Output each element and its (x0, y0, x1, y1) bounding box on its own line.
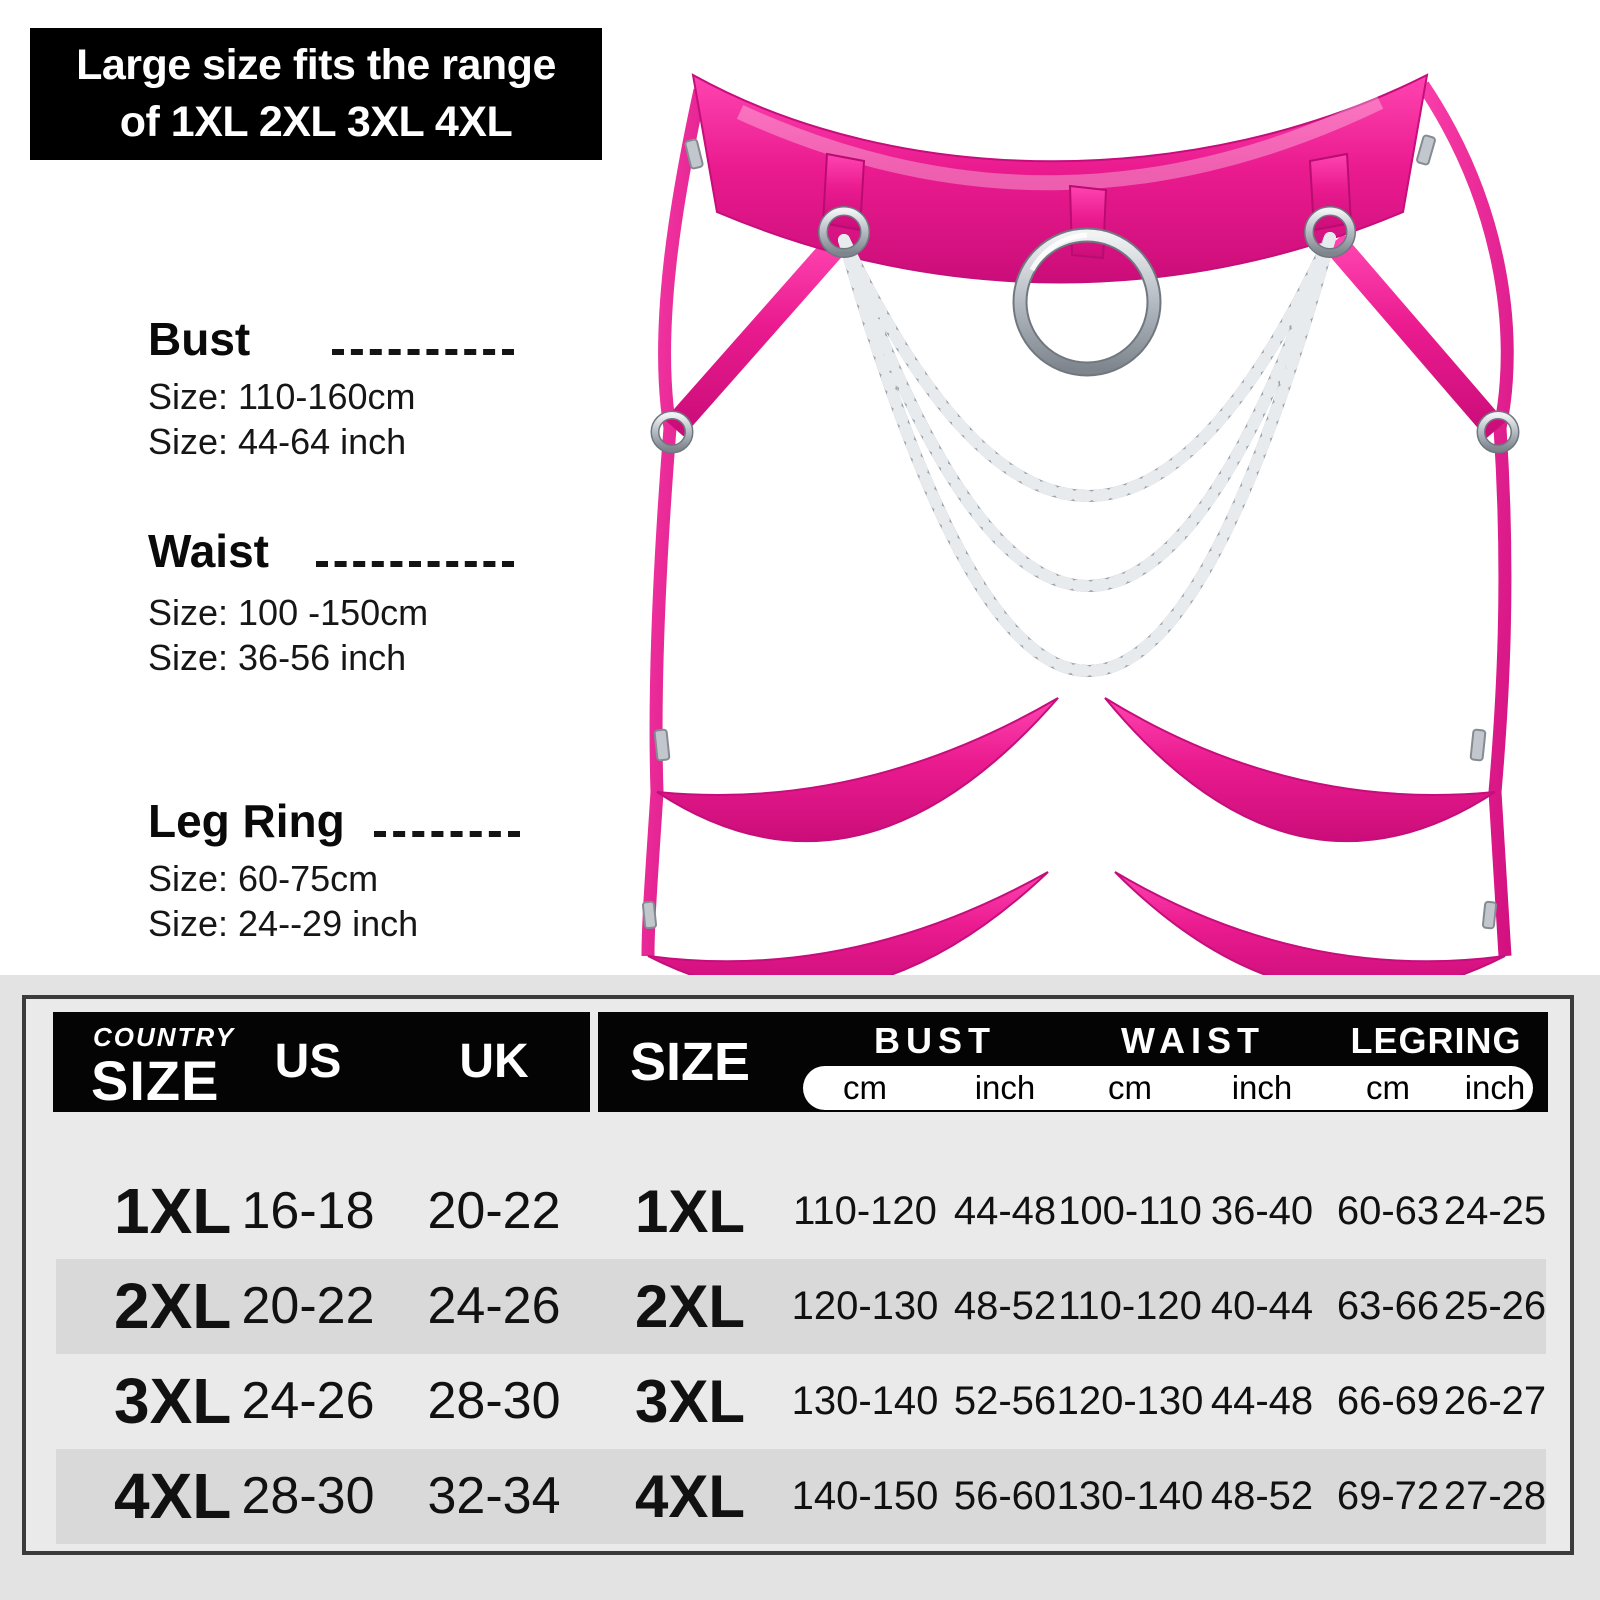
row3-bust-inch: 52-56 (953, 1379, 1057, 1423)
legring-size-cm: Size: 60-75cm (148, 858, 379, 899)
row1-legring-inch: 24-25 (1443, 1189, 1547, 1233)
waist-size-inch: Size: 36-56 inch (148, 637, 407, 678)
right-upper-leg-band (1105, 698, 1495, 841)
waist-column-group: WAIST (1121, 1020, 1265, 1061)
row2-bust-cm: 120-130 (791, 1284, 939, 1328)
row4-bust-inch: 56-60 (953, 1474, 1057, 1518)
row4-bust-cm: 140-150 (791, 1474, 939, 1518)
row3-us: 24-26 (241, 1372, 375, 1430)
row2-size: 2XL (634, 1273, 746, 1340)
measure-table-header (598, 1012, 1548, 1112)
row3-legring-cm: 66-69 (1336, 1379, 1440, 1423)
row4-waist-inch: 48-52 (1210, 1474, 1314, 1518)
row1-waist-inch: 36-40 (1210, 1189, 1314, 1233)
table-row (56, 1164, 1546, 1259)
unit-waist-inch: inch (1231, 1069, 1293, 1106)
unit-waist-cm: cm (1108, 1069, 1152, 1106)
legring-leader-dashes (374, 831, 520, 837)
row2-waist-cm: 110-120 (1058, 1284, 1202, 1328)
measure-size-header-label: SIZE (629, 1032, 751, 1092)
row3-waist-cm: 120-130 (1056, 1379, 1204, 1423)
row1-uk: 20-22 (427, 1182, 561, 1240)
us-column-header: US (274, 1035, 342, 1088)
row4-country-size: 4XL (114, 1460, 232, 1532)
leg-bands (648, 698, 1505, 993)
bust-size-inch: Size: 44-64 inch (148, 421, 407, 462)
fit-range-banner (30, 28, 602, 160)
row4-legring-cm: 69-72 (1336, 1474, 1440, 1518)
product-image (600, 40, 1520, 995)
row4-uk: 32-34 (427, 1467, 561, 1525)
row1-us: 16-18 (241, 1182, 375, 1240)
row2-waist-inch: 40-44 (1210, 1284, 1314, 1328)
waist-label: Waist (148, 525, 269, 577)
size-table-panel (22, 995, 1574, 1555)
bust-label: Bust (148, 313, 251, 365)
unit-bust-inch: inch (974, 1069, 1036, 1106)
size-table-section (0, 975, 1600, 1600)
uk-column-header: UK (459, 1035, 529, 1088)
row2-bust-inch: 48-52 (953, 1284, 1057, 1328)
row1-waist-cm: 100-110 (1058, 1189, 1202, 1233)
country-header-label: COUNTRY (93, 1022, 236, 1052)
row3-bust-cm: 130-140 (791, 1379, 939, 1423)
row2-country-size: 2XL (114, 1270, 232, 1342)
row1-legring-cm: 60-63 (1336, 1189, 1440, 1233)
bust-column-group: BUST (874, 1020, 996, 1061)
row1-country-size: 1XL (114, 1175, 232, 1247)
banner-line-2: of 1XL 2XL 3XL 4XL (119, 98, 513, 146)
country-table-header (53, 1012, 590, 1112)
units-pill (803, 1066, 1533, 1110)
waist-size-cm: Size: 100 -150cm (148, 592, 429, 633)
row1-bust-cm: 110-120 (793, 1189, 937, 1233)
row3-uk: 28-30 (427, 1372, 561, 1430)
row3-size: 3XL (634, 1368, 746, 1435)
legring-label: Leg Ring (148, 795, 345, 847)
legring-size-inch: Size: 24--29 inch (148, 903, 419, 944)
bust-size-cm: Size: 110-160cm (148, 376, 416, 417)
row3-waist-inch: 44-48 (1210, 1379, 1314, 1423)
table-row (56, 1354, 1546, 1449)
row2-uk: 24-26 (427, 1277, 561, 1335)
row4-size: 4XL (634, 1463, 746, 1530)
row3-country-size: 3XL (114, 1365, 232, 1437)
row1-bust-inch: 44-48 (953, 1189, 1057, 1233)
unit-bust-cm: cm (843, 1069, 887, 1106)
row2-legring-inch: 25-26 (1443, 1284, 1547, 1328)
unit-legring-cm: cm (1366, 1069, 1410, 1106)
waist-leader-dashes (316, 561, 514, 567)
row4-waist-cm: 130-140 (1056, 1474, 1204, 1518)
table-row (56, 1449, 1546, 1544)
unit-legring-inch: inch (1464, 1069, 1526, 1106)
left-upper-leg-band (657, 698, 1058, 841)
row3-legring-inch: 26-27 (1443, 1379, 1547, 1423)
row4-us: 28-30 (241, 1467, 375, 1525)
legring-column-group: LEGRING (1350, 1020, 1522, 1061)
row2-legring-cm: 63-66 (1336, 1284, 1440, 1328)
banner-line-1: Large size fits the range (76, 41, 556, 89)
country-size-header-label: SIZE (91, 1049, 220, 1112)
chains (844, 238, 1330, 671)
table-row (56, 1259, 1546, 1354)
row1-size: 1XL (634, 1178, 746, 1245)
bust-leader-dashes (332, 349, 514, 355)
row4-legring-inch: 27-28 (1443, 1474, 1547, 1518)
row2-us: 20-22 (241, 1277, 375, 1335)
